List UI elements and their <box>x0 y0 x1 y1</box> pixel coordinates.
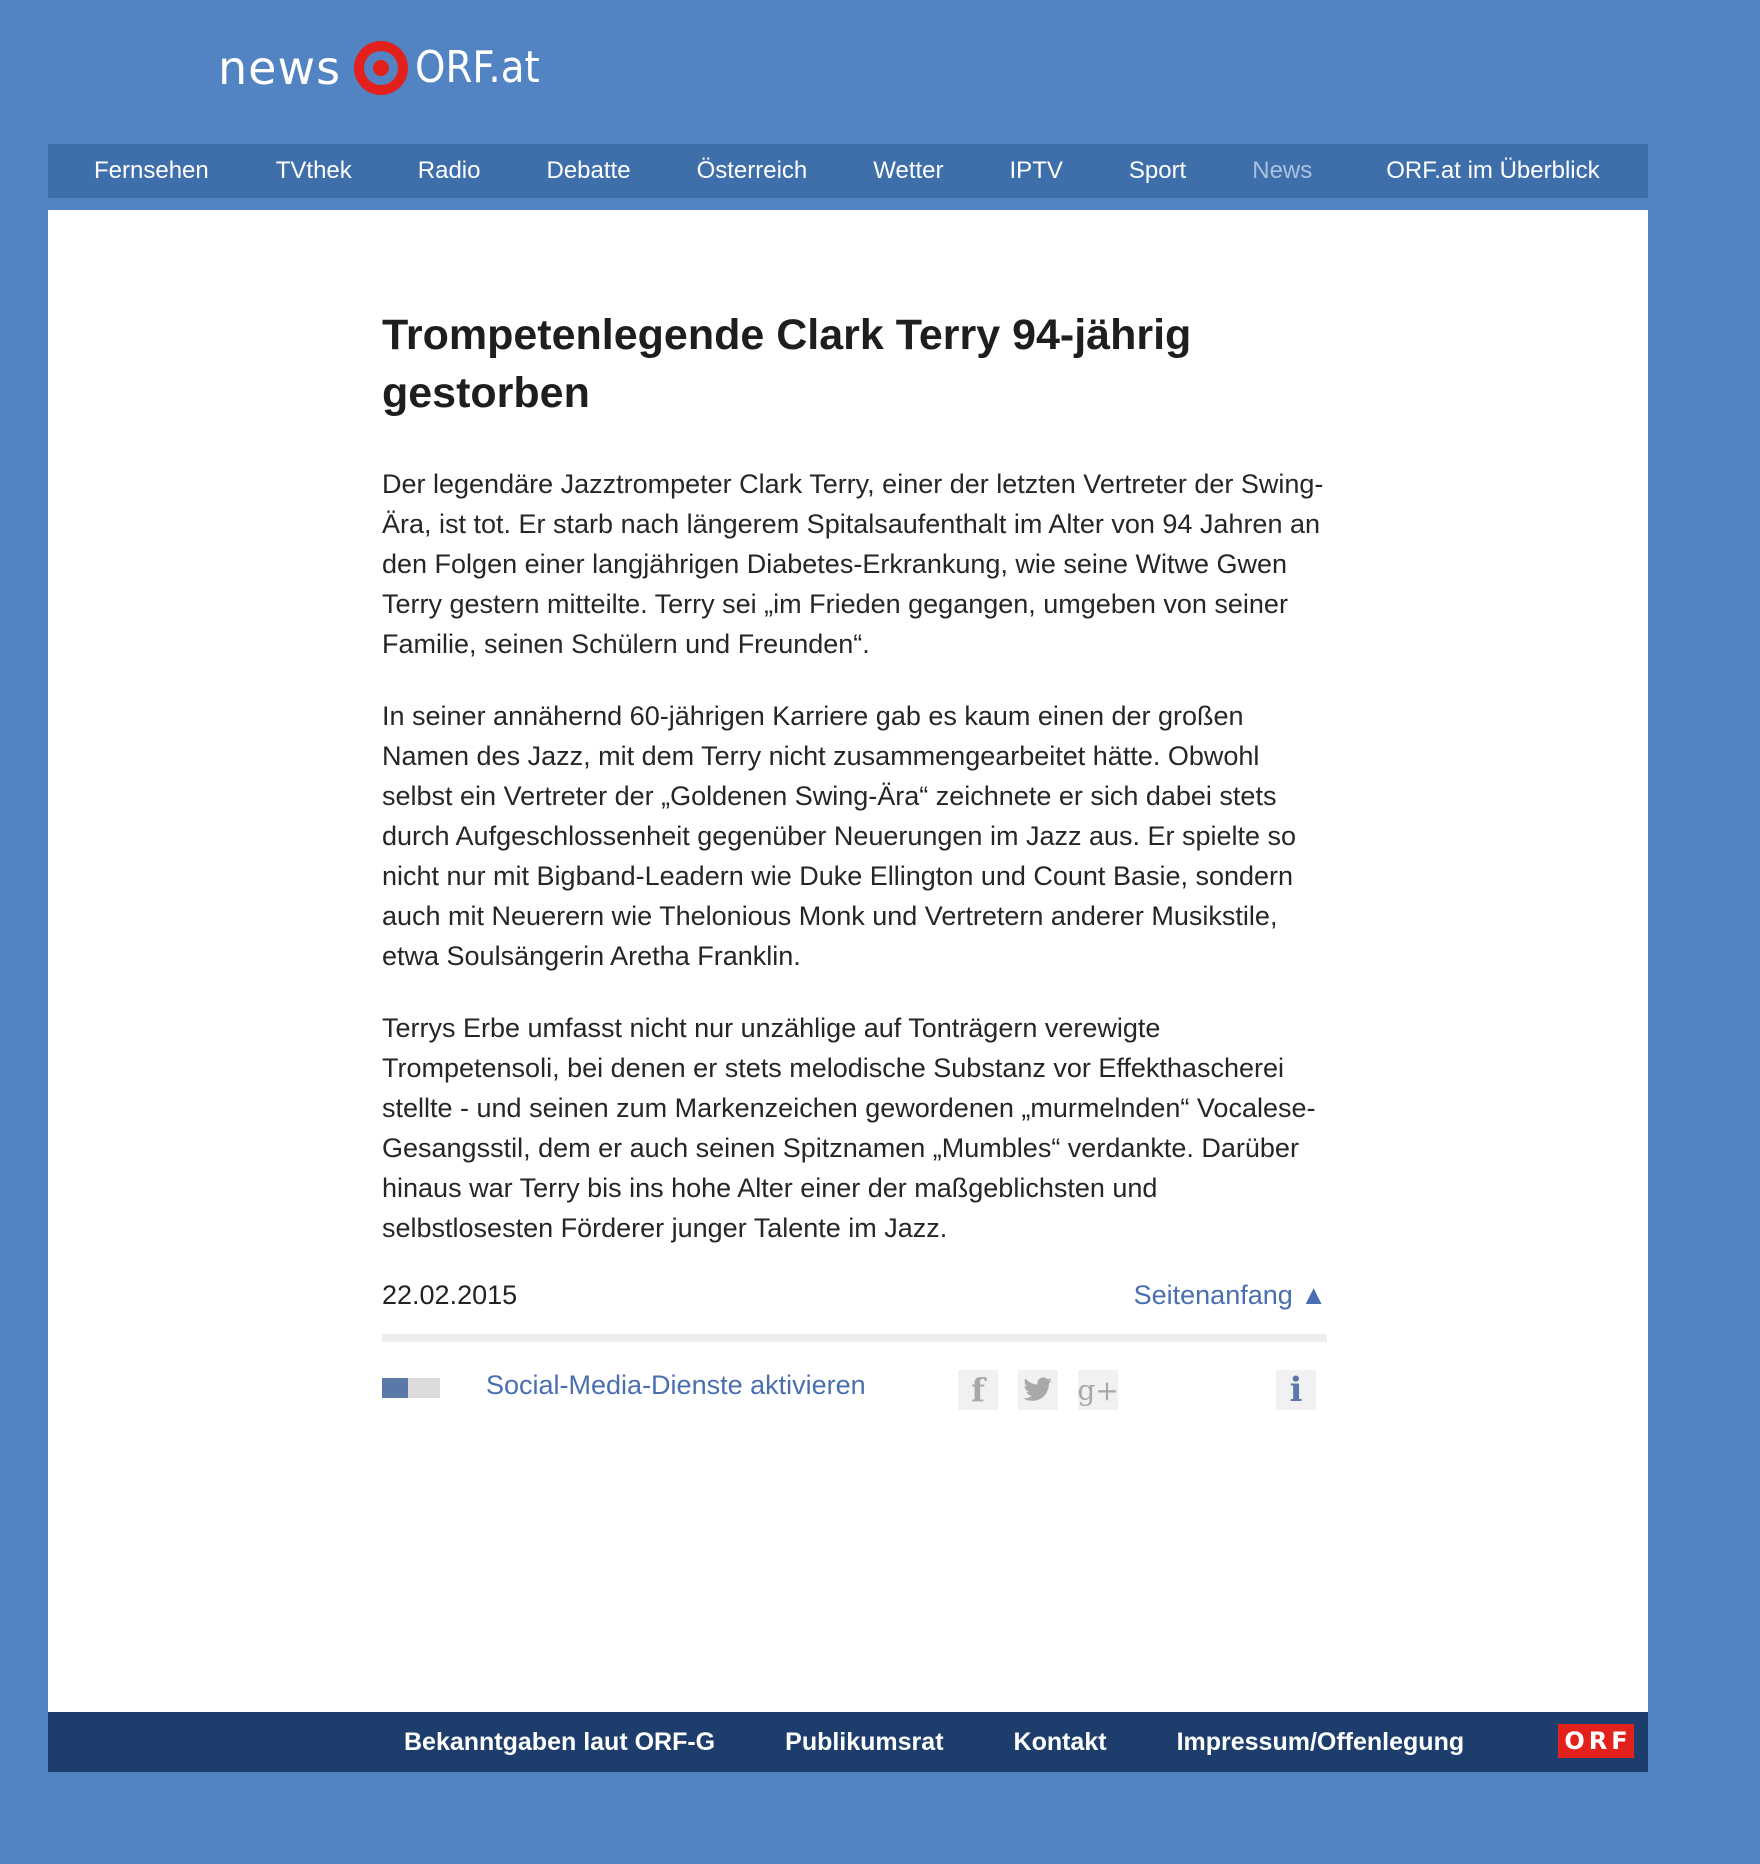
orf-eye-icon <box>353 40 409 96</box>
footer-link-kontakt[interactable]: Kontakt <box>1013 1727 1107 1756</box>
nav-item-oesterreich[interactable]: Österreich <box>696 157 808 184</box>
twitter-bird-icon <box>1023 1377 1053 1403</box>
social-activate-link[interactable]: Social-Media-Dienste aktivieren <box>486 1370 866 1400</box>
article-paragraph-3: Terrys Erbe umfasst nicht nur unzählige auf Tonträgern verewigte Trompetensoli, bei denen er stets melodische Substanz vor Effekthascherei stellte - und seinen zum Markenzeichen gewordenen „murmelnden“ Vocalese-Gesangsstil, dem er auch seinen Spitznamen „Mumbles“ verdankte. Darüber hinaus war Terry bis ins hohe Alter einer der maßgeblichsten und selbstlosesten Förderer junger Talente im Jazz. <box>382 1013 1316 1243</box>
nav-item-tvthek[interactable]: TVthek <box>275 157 352 184</box>
footer-link-impressum[interactable]: Impressum/Offenlegung <box>1176 1727 1465 1756</box>
main-navigation <box>48 144 1648 198</box>
nav-item-debatte[interactable]: Debatte <box>546 157 631 184</box>
nav-item-iptv[interactable]: IPTV <box>1009 157 1063 184</box>
facebook-glyph: f <box>971 1371 985 1409</box>
logo-orf-text: ORF.at <box>415 42 540 93</box>
nav-item-news[interactable]: News <box>1252 157 1313 184</box>
nav-item-sport[interactable]: Sport <box>1128 157 1187 184</box>
nav-item-fernsehen[interactable]: Fernsehen <box>94 157 209 184</box>
nav-item-orf-ueberblick[interactable]: ORF.at im Überblick <box>1386 157 1600 184</box>
article-title: Trompetenlegende Clark Terry 94-jährig gestorben <box>382 311 1192 417</box>
info-icon[interactable] <box>1276 1370 1316 1410</box>
site-logo[interactable] <box>218 38 557 98</box>
google-plus-glyph: g+ <box>1077 1373 1119 1407</box>
orf-footer-logo[interactable]: ORF <box>1558 1724 1634 1758</box>
article-paragraph-2: In seiner annähernd 60-jährigen Karriere gab es kaum einen der großen Namen des Jazz, mit dem Terry nicht zusammengearbeitet hätte. Obwohl selbst ein Vertreter der „Goldenen Swing-Ära“ zeichnete er sich dabei stets durch Aufgeschlossenheit gegenüber Neuerungen im Jazz aus. Er spielte so nicht nur mit Bigband-Leadern wie Duke Ellington und Count Basie, sondern auch mit Neuerern wie Thelonious Monk und Vertretern anderer Musikstile, etwa Soulsängerin Aretha Franklin. <box>382 701 1297 971</box>
article <box>382 306 1332 1418</box>
footer-link-publikumsrat[interactable]: Publikumsrat <box>785 1727 944 1756</box>
twitter-icon[interactable] <box>1018 1370 1058 1410</box>
content-panel <box>48 210 1648 1712</box>
nav-item-wetter[interactable]: Wetter <box>873 157 944 184</box>
article-meta <box>382 1280 1327 1320</box>
toggle-knob <box>382 1378 408 1398</box>
back-to-top-link[interactable]: Seitenanfang ▲ <box>1133 1280 1327 1310</box>
nav-item-radio[interactable]: Radio <box>417 157 481 184</box>
social-toggle-switch[interactable] <box>382 1378 440 1398</box>
footer-link-bekanntgaben[interactable]: Bekanntgaben laut ORF-G <box>404 1727 716 1756</box>
social-media-bar <box>382 1358 1327 1418</box>
article-paragraph-1: Der legendäre Jazztrompeter Clark Terry, einer der letzten Vertreter der Swing-Ära, ist tot. Er starb nach längerem Spitalsaufenthalt im Alter von 94 Jahren an den Folgen einer langjährigen Diabetes-Erkrankung, wie seine Witwe Gwen Terry gestern mitteilte. Terry sei „im Frieden gegangen, umgeben von seiner Familie, seinen Schülern und Freunden“. <box>382 469 1324 659</box>
divider <box>382 1334 1327 1342</box>
footer <box>48 1712 1648 1772</box>
logo-news-text: news <box>218 41 342 95</box>
facebook-icon[interactable] <box>958 1370 998 1410</box>
article-date: 22.02.2015 <box>382 1280 518 1310</box>
footer-links <box>404 1712 1464 1772</box>
google-plus-icon[interactable] <box>1078 1370 1118 1410</box>
info-glyph: i <box>1289 1370 1303 1410</box>
